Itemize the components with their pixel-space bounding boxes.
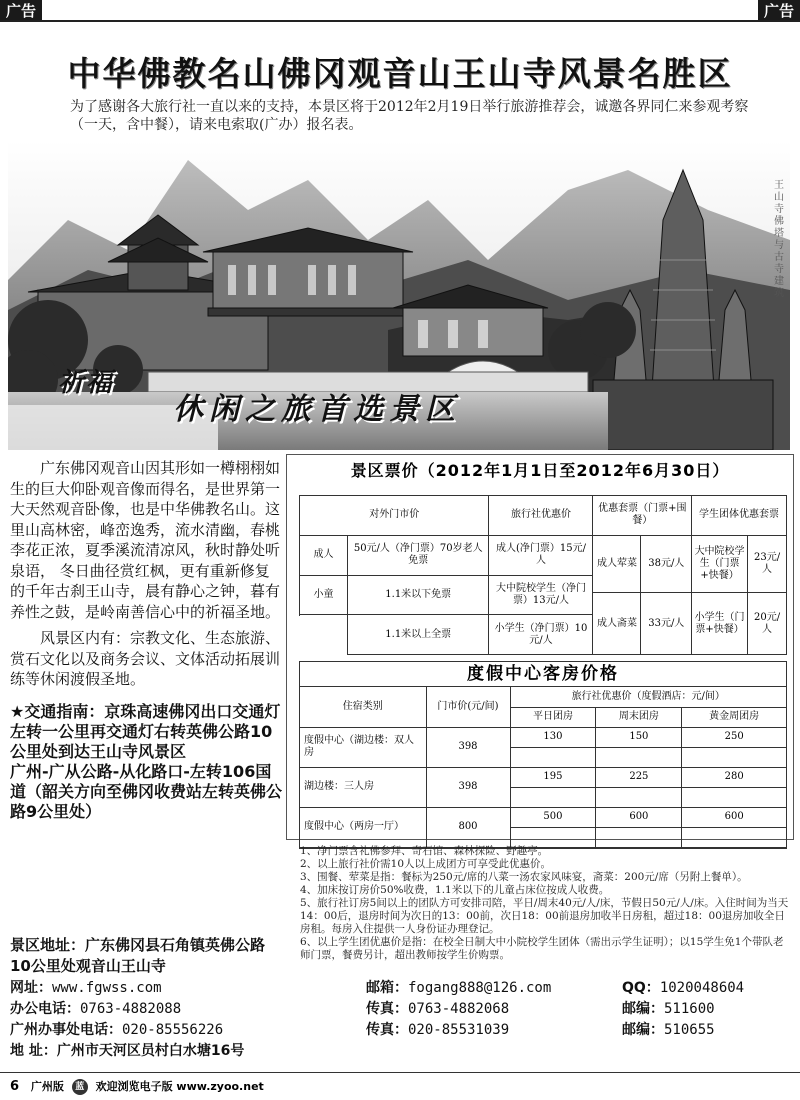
zip-label: 邮编： xyxy=(622,1001,664,1017)
room-list-price: 800 xyxy=(426,807,510,847)
traffic-guide-guangzhou: 广州-广从公路-从化路口-左转106国道（韶关方向至佛冈收费站左转英佛公路9公里处） xyxy=(10,761,283,821)
slogan-leisure: 休闲之旅首选景区 xyxy=(173,392,461,427)
header-weekend: 周末团房 xyxy=(596,707,682,727)
room-golden-price: 280 xyxy=(682,767,786,787)
ad-tag-right: 广告 xyxy=(758,0,800,22)
table-row xyxy=(300,767,786,787)
room-golden-price: 250 xyxy=(682,727,786,747)
header-weekday: 平日团房 xyxy=(510,707,596,727)
gz-phone: 020-85556226 xyxy=(122,1022,224,1038)
room-type: 度假中心（湖边楼：双人房 xyxy=(300,727,426,767)
gz-zip-label: 邮编： xyxy=(622,1022,664,1038)
newspaper-logo-icon: 蓝 xyxy=(72,1079,88,1095)
header-room-type: 住宿类别 xyxy=(300,687,426,727)
child-free: 1.1米以下免票 xyxy=(348,575,489,615)
email-link[interactable]: fogang888@126.com xyxy=(408,980,552,996)
room-weekend-price: 150 xyxy=(596,727,682,747)
description-paragraph-2: 风景区内有：宗教文化、生态旅游、赏石文化以及商务会议、文体活动拓展训练等休闲渡假圣地。 xyxy=(10,629,281,688)
description-paragraph-1: 广东佛冈观音山因其形如一樽栩栩如生的巨大仰卧观音像而得名，是世界第一大天然观音卧像，也是中华佛教名山。这里山高林密，峰峦逸秀，流水清幽，春桃李花正浓，夏季溪流清凉风，秋时静处听泉语， 冬日曲径赏红枫，更有重新修复的千年古刹王山寺，晨有静心之钟，暮有养性之鼓，是岭南善信心中的祈福圣地。 xyxy=(10,459,281,621)
note-item: 6、以上学生团优惠价是指：在校全日制大中小院校学生团体（需出示学生证明）；以15学生免1个带队老师门票，餐费另计，超出教师按学生价购票。 xyxy=(300,936,784,961)
header-agency-room-price: 旅行社优惠价（度假酒店：元/间） xyxy=(510,687,786,707)
fax-label: 传真： xyxy=(366,1001,408,1017)
room-weekday-price: 195 xyxy=(510,767,596,787)
ticket-price-table xyxy=(299,495,787,655)
room-type: 度假中心（两房一厅） xyxy=(300,807,426,847)
table-row xyxy=(300,807,786,827)
student-uni-price: 23元/人 xyxy=(748,535,787,592)
gz-fax: 020-85531039 xyxy=(408,1022,510,1038)
room-golden-price: 600 xyxy=(682,807,786,827)
slogan-blessing: 祈福 xyxy=(58,368,115,398)
package-veg-label: 成人斋菜 xyxy=(593,593,641,655)
room-type: 湖边楼：三人房 xyxy=(300,767,426,807)
agency-uni-price: 大中院校学生（净门票）13元/人 xyxy=(489,575,593,615)
page-number: 6 xyxy=(10,1079,20,1094)
page-footer xyxy=(10,1078,264,1095)
gz-address: 广州市天河区员村白水塘16号 xyxy=(56,1043,245,1059)
notes-list xyxy=(300,845,792,962)
footer-rule xyxy=(0,1072,800,1073)
room-weekday-price: 130 xyxy=(510,727,596,747)
gz-address-label: 地 址： xyxy=(10,1043,57,1059)
header-golden-week: 黄金周团房 xyxy=(682,707,786,727)
room-weekend-price: 225 xyxy=(596,767,682,787)
package-veg-price: 33元/人 xyxy=(641,593,692,655)
ticket-price-title: 景区票价（2012年1月1日至2012年6月30日） xyxy=(350,461,730,480)
adult-price: 50元/人（净门票）70岁老人免票 xyxy=(348,535,489,575)
qq-number: 1020048604 xyxy=(659,980,745,996)
note-item: 1、净门票含礼佛参拜、奇石馆、森林探险、野趣亭。 xyxy=(300,845,549,857)
photo-caption: 王山寺佛塔与古寺建筑 xyxy=(774,180,784,299)
footer-website[interactable]: 欢迎浏览电子版 www.zyoo.net xyxy=(95,1080,264,1093)
ad-tag-left: 广告 xyxy=(0,0,42,22)
hotel-price-section xyxy=(299,661,787,849)
hotel-price-table xyxy=(300,687,786,848)
gz-zip: 510655 xyxy=(664,1022,715,1038)
adult-label: 成人 xyxy=(300,535,348,575)
website-label: 网址： xyxy=(10,980,52,996)
table-row xyxy=(300,496,787,536)
room-list-price: 398 xyxy=(426,767,510,807)
hotel-price-title: 度假中心客房价格 xyxy=(300,662,786,687)
office-zip: 511600 xyxy=(664,1001,715,1017)
note-item: 3、围餐、荤菜是指：餐标为250元/席的八菜一汤农家风味宴，斋菜：200元/席（另附上餐单）。 xyxy=(300,871,748,883)
table-row xyxy=(300,727,786,747)
room-list-price: 398 xyxy=(426,727,510,767)
note-item: 2、以上旅行社价需10人以上成团方可享受此优惠价。 xyxy=(300,858,552,870)
header-public-price: 对外门市价 xyxy=(300,496,489,536)
website-link[interactable]: www.fgwss.com xyxy=(52,980,162,996)
agency-adult-price: 成人(净门票）15元/人 xyxy=(489,535,593,575)
note-item: 5、旅行社订房5间以上的团队方可安排司陪，平日/周末40元/人/床，节假日50元/人/床。入住时间为当天14：00后，退房时间为次日的13：00前，次日18：00前退房加收半日房租，超过18：00退房加收全日房租。每房入住提供一人身份证办理登记。 xyxy=(300,897,789,935)
top-rule xyxy=(0,20,800,22)
page-title: 中华佛教名山佛冈观音山王山寺风景名胜区 xyxy=(67,54,733,93)
note-item: 4、加床按订房价50%收费，1.1米以下的儿童占床位按成人收费。 xyxy=(300,884,610,896)
header-list-price: 门市价(元/间) xyxy=(426,687,510,727)
price-panel xyxy=(286,454,794,840)
agency-primary-price: 小学生（净门票）10元/人 xyxy=(489,615,593,655)
office-phone-label: 办公电话： xyxy=(10,1001,80,1017)
room-weekday-price: 500 xyxy=(510,807,596,827)
student-primary-label: 小学生（门票+快餐） xyxy=(692,593,748,655)
gz-fax-label: 传真： xyxy=(366,1022,408,1038)
scenic-description xyxy=(10,458,282,822)
student-primary-price: 20元/人 xyxy=(748,593,787,655)
room-weekend-price: 600 xyxy=(596,807,682,827)
package-meat-price: 38元/人 xyxy=(641,535,692,592)
intro-text: 为了感谢各大旅行社一直以来的支持，本景区将于2012年2月19日举行旅游推荐会，诚邀各界同仁来参观考察（一天，含中餐），请来电索取(广办）报名表。 xyxy=(70,99,749,133)
email-label: 邮箱： xyxy=(366,980,408,996)
qq-label: QQ： xyxy=(622,980,660,996)
package-meat-label: 成人荤菜 xyxy=(593,535,641,592)
edition-label: 广州版 xyxy=(30,1080,64,1093)
traffic-guide: ★交通指南：京珠高速佛冈出口交通灯左转一公里再交通灯右转英佛公路10公里处到达王山寺风景区 xyxy=(10,701,281,761)
table-row xyxy=(300,687,786,707)
hero-photo xyxy=(8,140,790,450)
child-label: 小童 xyxy=(300,575,348,615)
header-package: 优惠套票（门票+围餐） xyxy=(593,496,692,536)
gz-phone-label: 广州办事处电话： xyxy=(10,1022,122,1038)
header-agency-price: 旅行社优惠价 xyxy=(489,496,593,536)
scenic-address: 景区地址：广东佛冈县石角镇英佛公路10公里处观音山王山寺 xyxy=(10,936,266,975)
header-student-package: 学生团体优惠套票 xyxy=(692,496,787,536)
office-phone: 0763-4882088 xyxy=(80,1001,182,1017)
child-full: 1.1米以上全票 xyxy=(348,615,489,655)
office-fax: 0763-4882068 xyxy=(408,1001,510,1017)
student-uni-label: 大中院校学生（门票+快餐） xyxy=(692,535,748,592)
